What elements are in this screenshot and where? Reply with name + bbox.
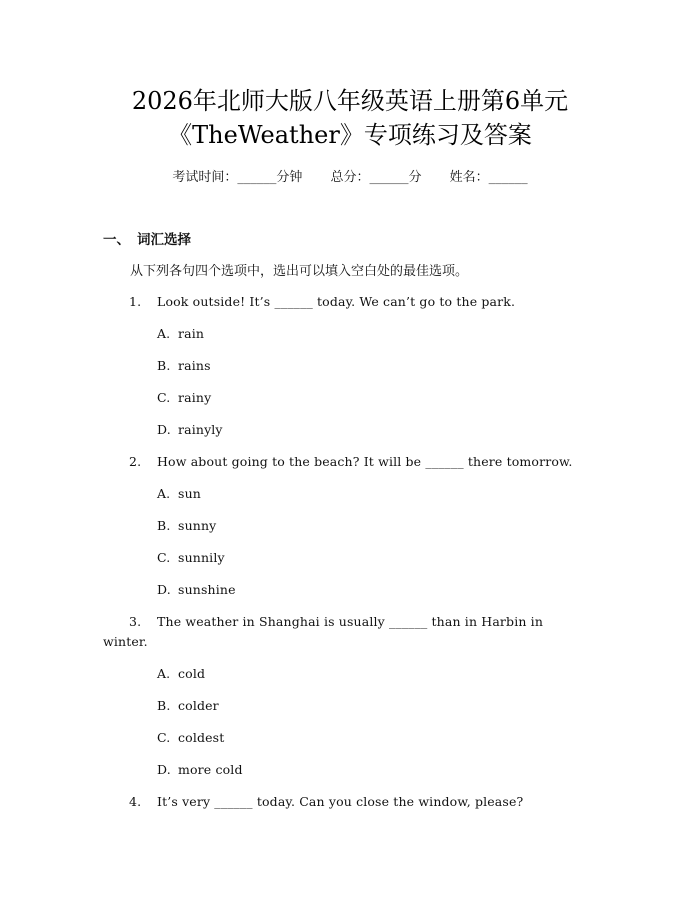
question-4 — [103, 792, 603, 812]
option-letter: C. — [157, 550, 171, 565]
question-text: It’s very ______ today. Can you close the window, please? — [157, 794, 524, 809]
exam-time-field: 考试时间：______分钟 — [172, 170, 303, 185]
option-letter: A. — [157, 666, 171, 681]
exam-info — [0, 168, 700, 188]
option-3a — [157, 664, 205, 684]
option-letter: B. — [157, 518, 171, 533]
option-letter: D. — [157, 422, 171, 437]
exam-name-field: 姓名：______ — [449, 170, 528, 185]
question-text: Look outside! It’s ______ today. We can’t go to the park. — [157, 294, 516, 309]
question-text: The weather in Shanghai is usually ______ than in Harbin in winter. — [103, 614, 544, 649]
option-text: rainy — [178, 390, 212, 405]
section-title: 词汇选择 — [137, 232, 191, 248]
question-number: 4. — [129, 794, 142, 809]
option-text: coldest — [178, 730, 225, 745]
option-letter: A. — [157, 486, 171, 501]
option-letter: D. — [157, 762, 171, 777]
section-number: 一、 — [103, 232, 130, 248]
option-1d — [157, 420, 223, 440]
option-text: colder — [178, 698, 219, 713]
exam-total-score-field: 总分：______分 — [330, 170, 422, 185]
document-title-line-1: 2026年北师大版八年级英语上册第6单元 — [131, 87, 569, 115]
option-2d — [157, 580, 236, 600]
option-text: rain — [178, 326, 205, 341]
option-text: sun — [178, 486, 201, 501]
option-text: sunshine — [178, 582, 236, 597]
question-3 — [103, 612, 573, 652]
question-text: How about going to the beach? It will be ______ there tomorrow. — [157, 454, 573, 469]
option-2b — [157, 516, 216, 536]
option-letter: C. — [157, 730, 171, 745]
option-text: sunny — [178, 518, 217, 533]
question-2 — [103, 452, 603, 472]
question-number: 1. — [129, 294, 142, 309]
option-2a — [157, 484, 201, 504]
option-letter: C. — [157, 390, 171, 405]
option-text: cold — [178, 666, 206, 681]
option-3b — [157, 696, 219, 716]
section-heading — [103, 230, 191, 250]
option-3d — [157, 760, 243, 780]
option-letter: A. — [157, 326, 171, 341]
question-1 — [103, 292, 603, 312]
option-1b — [157, 356, 211, 376]
option-letter: B. — [157, 698, 171, 713]
option-text: rains — [178, 358, 211, 373]
option-text: sunnily — [178, 550, 225, 565]
option-1a — [157, 324, 204, 344]
option-2c — [157, 548, 225, 568]
option-letter: B. — [157, 358, 171, 373]
question-number: 3. — [129, 614, 142, 629]
section-instruction: 从下列各句四个选项中，选出可以填入空白处的最佳选项。 — [130, 264, 469, 279]
option-3c — [157, 728, 224, 748]
option-text: rainyly — [178, 422, 223, 437]
option-1c — [157, 388, 211, 408]
option-letter: D. — [157, 582, 171, 597]
option-text: more cold — [178, 762, 243, 777]
question-number: 2. — [129, 454, 142, 469]
document-title-line-2: 《TheWeather》专项练习及答案 — [168, 121, 532, 149]
